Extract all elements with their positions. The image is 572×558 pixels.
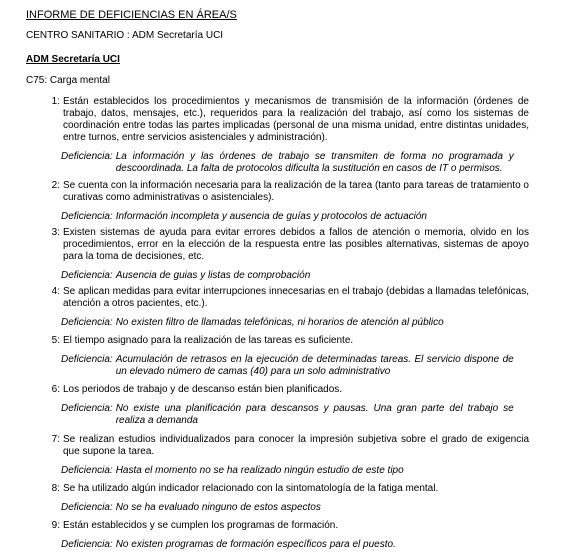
item-number: 4: — [51, 286, 60, 297]
deficiency-text: No existen programas de formación específicos para el puesto. — [115, 539, 396, 550]
item-number: 6: — [51, 384, 60, 395]
deficiency-label: Deficiencia: — [61, 354, 113, 365]
item-question: Se cuenta con la información necesaria para la realización de la tarea (tanto para tareas de tratamiento o curativas como administrativas o asistenciales). — [63, 180, 529, 203]
item-question: Se realizan estudios individualizados para conocer la impresión subjetiva sobre el grado de exigencia que supone la tarea. — [63, 434, 529, 457]
category-title: C75: Carga mental — [26, 75, 110, 86]
deficiency-text: No existen filtro de llamadas telefónicas, ni horarios de atención al público — [115, 317, 444, 328]
item-5 — [38, 335, 530, 378]
deficiency-text: Hasta el momento no se ha realizado ningún estudio de este tipo — [115, 465, 404, 476]
item-number: 2: — [51, 180, 60, 191]
item-3 — [38, 227, 530, 282]
deficiency-label: Deficiencia: — [61, 317, 113, 328]
item-number: 9: — [51, 520, 60, 531]
item-question: Están establecidos y se cumplen los programas de formación. — [63, 520, 339, 531]
item-number: 8: — [51, 483, 60, 494]
deficiency-label: Deficiencia: — [61, 502, 113, 513]
item-9 — [38, 520, 530, 551]
item-7 — [38, 434, 530, 477]
item-6 — [38, 384, 530, 427]
item-number: 1: — [51, 96, 60, 107]
deficiency-text: Información incompleta y ausencia de guías y protocolos de actuación — [115, 211, 427, 222]
item-2 — [38, 180, 530, 223]
item-4 — [38, 286, 530, 329]
item-question: Existen sistemas de ayuda para evitar errores debidos a fallos de atención o memoria, olvido en los procedimientos, error en la elección de la respuesta entre las posibles alternativas, sistemas de apoyo para la toma de decisiones, etc. — [63, 227, 529, 262]
deficiency-label: Deficiencia: — [61, 539, 113, 550]
item-question: Están establecidos los procedimientos y mecanismos de transmisión de la información (órdenes de trabajo, datos, mensajes, etc.), requeridos para la realización del trabajo, así como los sistemas de coordinación entre todas las partes implicadas (personal de una misma unidad, entre distintas unidades, entre turnos, entre servicios asistenciales y administración). — [63, 96, 529, 143]
section-title: ADM Secretaría UCI — [26, 54, 120, 65]
deficiency-label: Deficiencia: — [61, 270, 113, 281]
item-number: 3: — [51, 227, 60, 238]
item-question: Los periodos de trabajo y de descanso están bien planificados. — [63, 384, 343, 395]
item-question: Se aplican medidas para evitar interrupciones innecesarias en el trabajo (debidas a llamadas telefónicas, atención a otros pacientes, etc.). — [63, 286, 529, 309]
health-center-line: CENTRO SANITARIO : ADM Secretaría UCI — [26, 30, 224, 41]
deficiency-text: No existe una planificación para descansos y pausas. Una gran parte del trabajo se realiza a demanda — [115, 403, 514, 426]
deficiency-label: Deficiencia: — [61, 151, 113, 162]
item-8 — [38, 483, 530, 514]
deficiency-text: No se ha evaluado ninguno de estos aspectos — [115, 502, 321, 513]
item-number: 7: — [51, 434, 60, 445]
deficiency-text: La información y las órdenes de trabajo se transmiten de forma no programada y descoordinada. La falta de protocolos dificulta la sustitución en casos de IT o permisos. — [115, 151, 514, 174]
item-question: El tiempo asignado para la realización de las tareas es suficiente. — [63, 335, 354, 346]
item-1 — [38, 96, 530, 175]
deficiency-text: Ausencia de guias y listas de comprobación — [115, 270, 311, 281]
item-number: 5: — [51, 335, 60, 346]
deficiency-label: Deficiencia: — [61, 403, 113, 414]
report-title: INFORME DE DEFICIENCIAS EN ÁREA/S — [26, 9, 237, 21]
deficiency-label: Deficiencia: — [61, 465, 113, 476]
item-question: Se ha utilizado algún indicador relacionado con la sintomatología de la fatiga mental. — [63, 483, 439, 494]
deficiency-label: Deficiencia: — [61, 211, 113, 222]
deficiency-text: Acumulación de retrasos en la ejecución de determinadas tareas. El servicio dispone de un elevado número de camas (40) para un solo administrativo — [115, 354, 514, 377]
